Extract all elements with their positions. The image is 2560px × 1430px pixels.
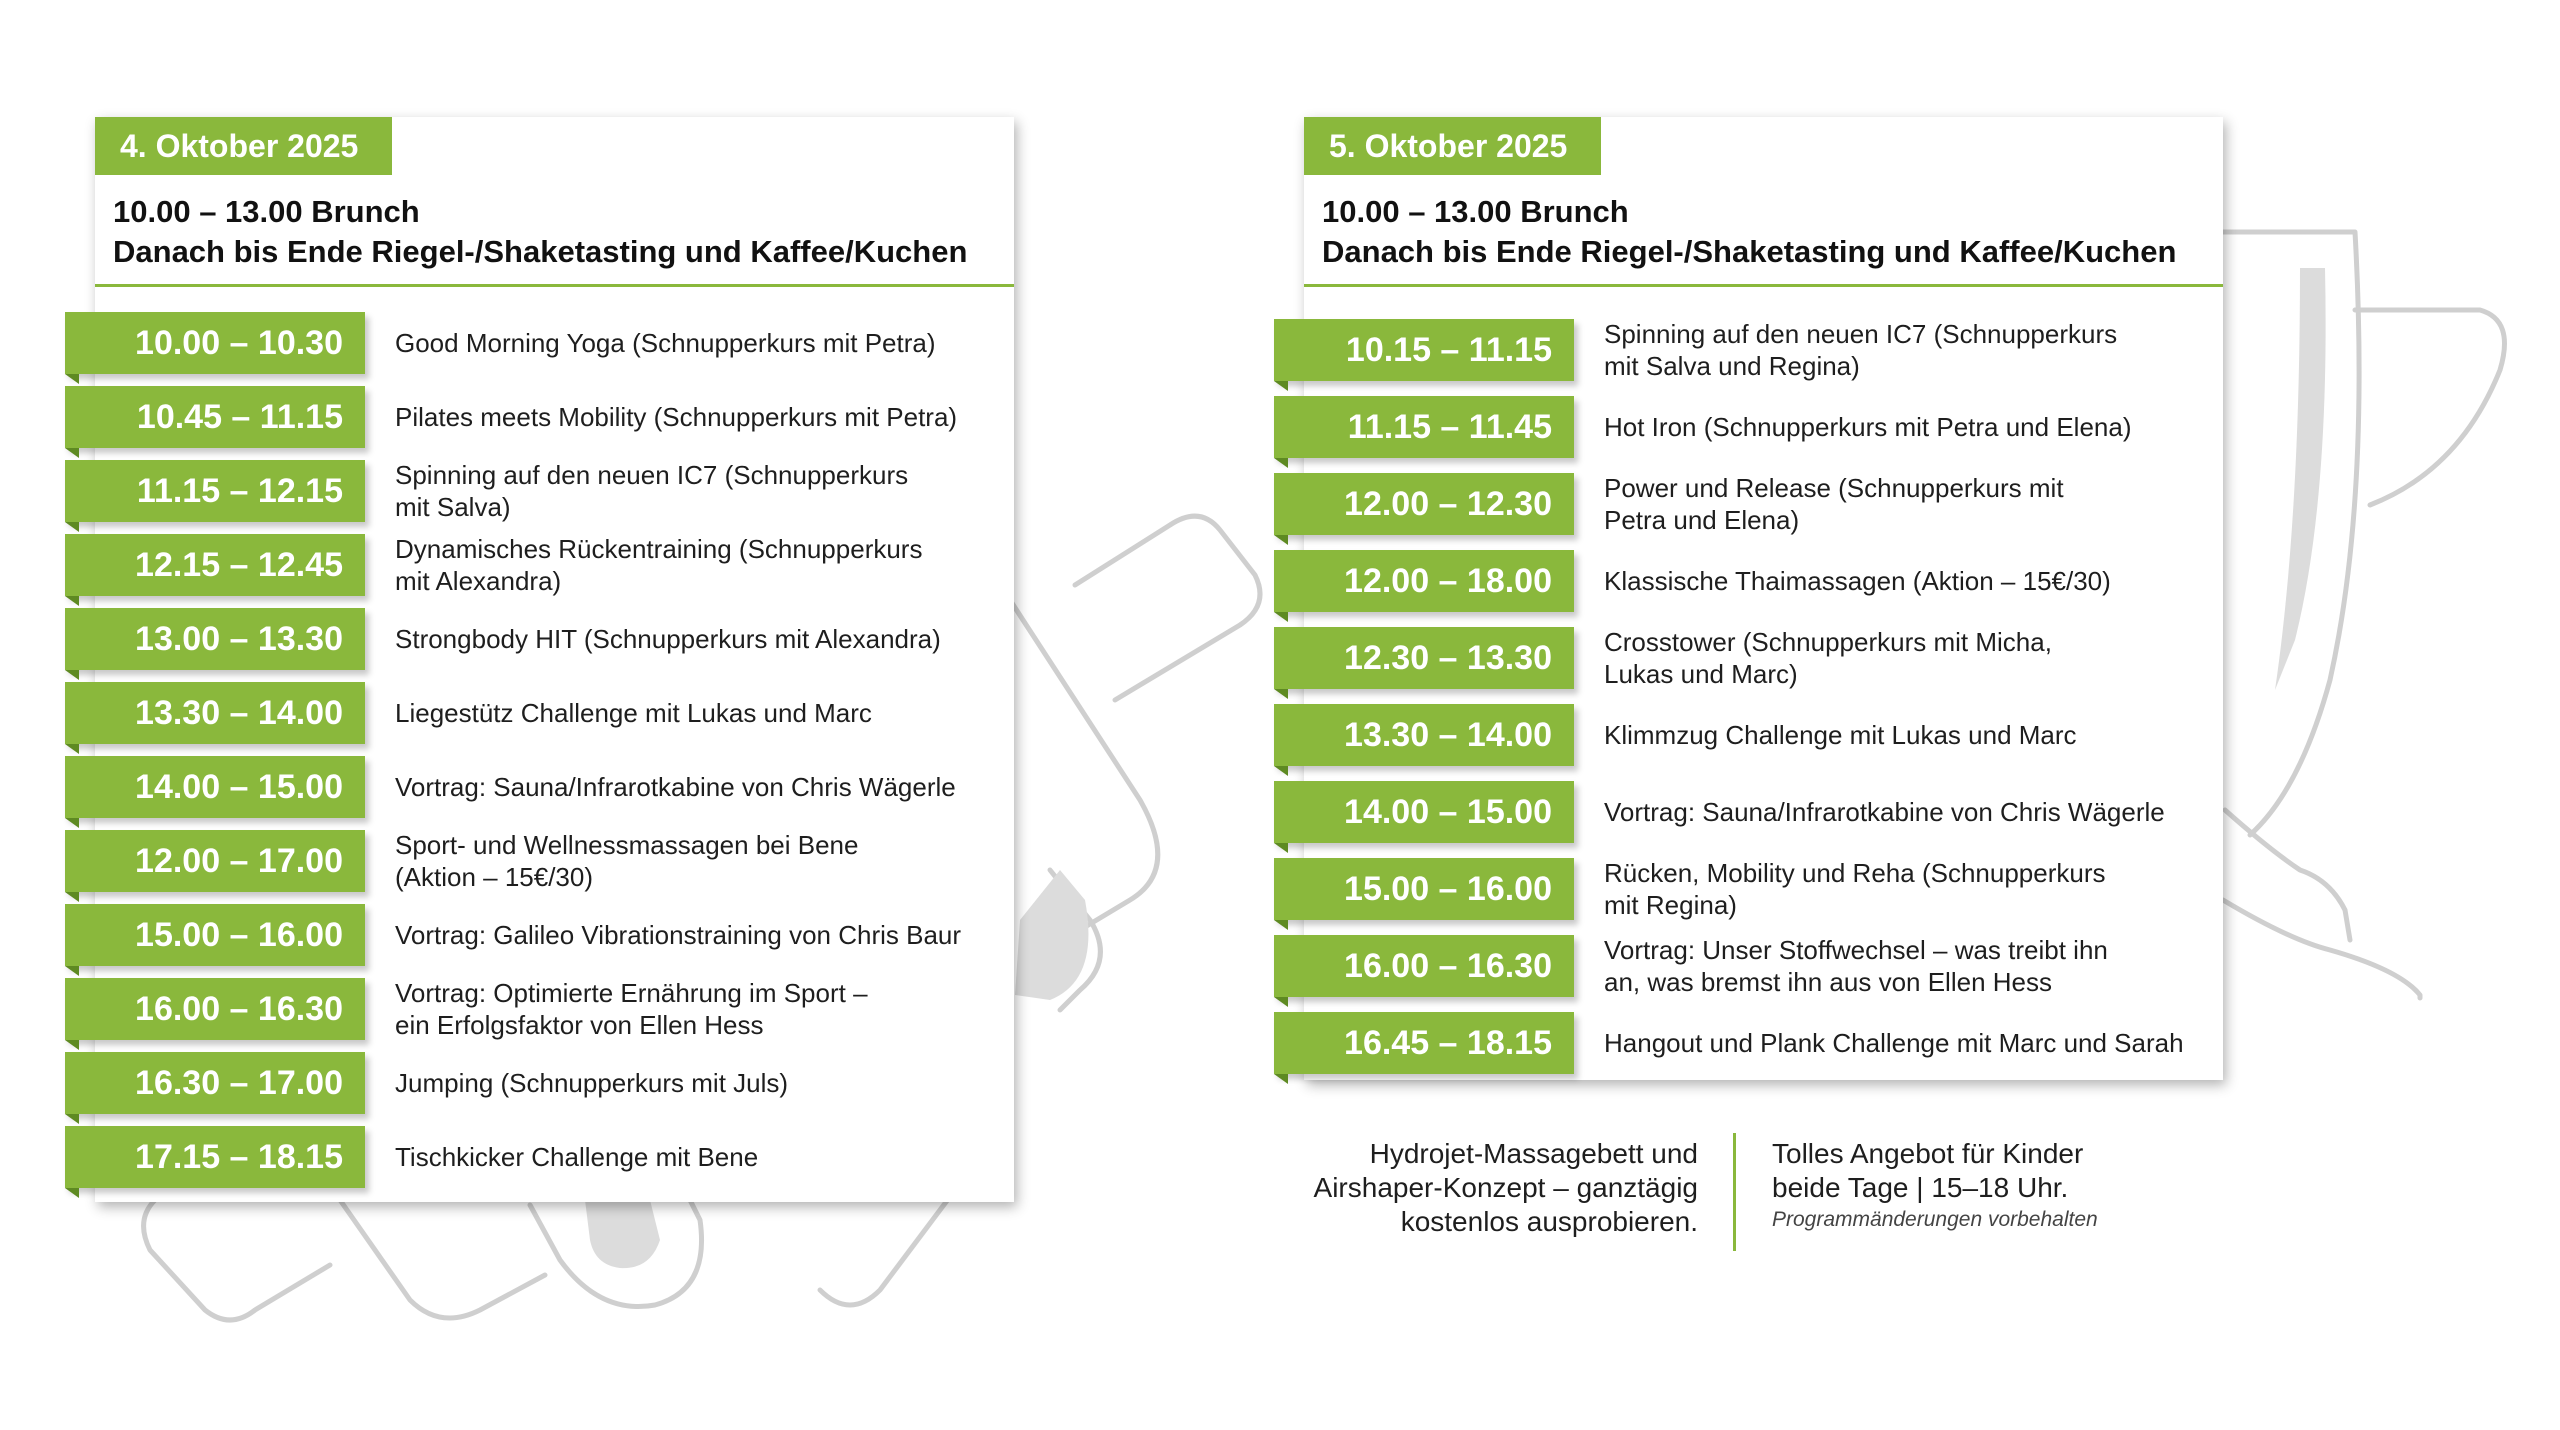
activity-description — [1604, 472, 2207, 536]
note-line: Hydrojet-Massagebett und — [1369, 1138, 1698, 1169]
activity-line: Lukas und Marc) — [1604, 659, 1798, 689]
activity-description — [1604, 796, 2207, 828]
schedule-slot — [95, 904, 1014, 978]
schedule-slot — [1304, 1012, 2223, 1086]
brunch-detail: Danach bis Ende Riegel-/Shaketasting und Kaffee/Kuchen — [1322, 234, 2177, 269]
time-label: 12.00 – 17.00 — [65, 830, 365, 892]
activity-line: Vortrag: Optimierte Ernährung im Sport – — [395, 978, 868, 1008]
time-label: 10.15 – 11.15 — [1274, 319, 1574, 381]
brunch-detail: Danach bis Ende Riegel-/Shaketasting und Kaffee/Kuchen — [113, 234, 968, 269]
schedule-card-day-1 — [95, 117, 1014, 1202]
activity-line: Rücken, Mobility und Reha (Schnupperkurs — [1604, 858, 2106, 888]
note-line: Airshaper-Konzept – ganztägig — [1313, 1172, 1698, 1203]
activity-line: Sport- und Wellnessmassagen bei Bene — [395, 830, 859, 860]
activity-line: Hangout und Plank Challenge mit Marc und Sarah — [1604, 1028, 2184, 1058]
activity-line: Spinning auf den neuen IC7 (Schnupperkurs — [1604, 319, 2118, 349]
disclaimer: Programmänderungen vorbehalten — [1772, 1208, 2098, 1231]
header-divider — [1304, 284, 2223, 287]
time-label: 12.15 – 12.45 — [65, 534, 365, 596]
activity-line: Power und Release (Schnupperkurs mit — [1604, 473, 2064, 503]
activity-description — [395, 459, 998, 523]
activity-line: an, was bremst ihn aus von Ellen Hess — [1604, 967, 2052, 997]
time-label: 16.45 – 18.15 — [1274, 1012, 1574, 1074]
activity-line: Vortrag: Sauna/Infrarotkabine von Chris Wägerle — [1604, 797, 2165, 827]
time-label: 12.00 – 12.30 — [1274, 473, 1574, 535]
trophy-icon — [2223, 232, 2505, 998]
date-header: 5. Oktober 2025 — [1304, 117, 1601, 175]
brunch-time: 10.00 – 13.00 Brunch — [1322, 194, 1629, 229]
schedule-slot — [95, 978, 1014, 1052]
time-label: 12.30 – 13.30 — [1274, 627, 1574, 689]
schedule-slot — [95, 608, 1014, 682]
date-header: 4. Oktober 2025 — [95, 117, 392, 175]
activity-description — [1604, 857, 2207, 921]
activity-line: Klimmzug Challenge mit Lukas und Marc — [1604, 720, 2077, 750]
schedule-slot — [95, 386, 1014, 460]
activity-line: Good Morning Yoga (Schnupperkurs mit Petra) — [395, 328, 936, 358]
schedule-card-day-2 — [1304, 117, 2223, 1080]
activity-line: Pilates meets Mobility (Schnupperkurs mit Petra) — [395, 402, 958, 432]
time-label: 13.30 – 14.00 — [65, 682, 365, 744]
activity-description — [1604, 1027, 2207, 1059]
activity-description — [395, 697, 998, 729]
time-label: 16.00 – 16.30 — [1274, 935, 1574, 997]
activity-description — [395, 771, 998, 803]
brunch-info — [113, 192, 1004, 272]
schedule-slot — [95, 460, 1014, 534]
schedule-slot — [1304, 473, 2223, 547]
activity-line: mit Alexandra) — [395, 566, 562, 596]
kids-offer-note — [1772, 1137, 2272, 1235]
activity-line: Dynamisches Rückentraining (Schnupperkurs — [395, 534, 923, 564]
activity-description — [1604, 411, 2207, 443]
brunch-time: 10.00 – 13.00 Brunch — [113, 194, 420, 229]
schedule-slot — [1304, 550, 2223, 624]
activity-description — [395, 533, 998, 597]
schedule-slot — [95, 1052, 1014, 1126]
schedule-slot — [1304, 858, 2223, 932]
activity-line: Hot Iron (Schnupperkurs mit Petra und Elena) — [1604, 412, 2132, 442]
schedule-slot — [95, 312, 1014, 386]
activity-line: Vortrag: Galileo Vibrationstraining von Chris Baur — [395, 920, 962, 950]
note-line: kostenlos ausprobieren. — [1400, 1206, 1698, 1237]
activity-description — [395, 829, 998, 893]
schedule-slot — [1304, 781, 2223, 855]
activity-description — [395, 977, 998, 1041]
time-label: 15.00 – 16.00 — [65, 904, 365, 966]
schedule-slot — [95, 682, 1014, 756]
activity-description — [1604, 565, 2207, 597]
schedule-slot — [1304, 319, 2223, 393]
activity-line: Jumping (Schnupperkurs mit Juls) — [395, 1068, 789, 1098]
time-label: 17.15 – 18.15 — [65, 1126, 365, 1188]
activity-line: ein Erfolgsfaktor von Ellen Hess — [395, 1010, 764, 1040]
activity-line: Klassische Thaimassagen (Aktion – 15€/30) — [1604, 566, 2111, 596]
time-label: 10.45 – 11.15 — [65, 386, 365, 448]
activity-description — [395, 623, 998, 655]
activity-description — [395, 1067, 998, 1099]
activity-line: (Aktion – 15€/30) — [395, 862, 594, 892]
time-label: 11.15 – 11.45 — [1274, 396, 1574, 458]
time-label: 16.00 – 16.30 — [65, 978, 365, 1040]
activity-line: Liegestütz Challenge mit Lukas und Marc — [395, 698, 872, 728]
activity-line: mit Salva) — [395, 492, 511, 522]
activity-line: Vortrag: Unser Stoffwechsel – was treibt ihn — [1604, 935, 2108, 965]
schedule-slot — [95, 534, 1014, 608]
time-label: 11.15 – 12.15 — [65, 460, 365, 522]
schedule-slot — [95, 1126, 1014, 1200]
activity-description — [1604, 719, 2207, 751]
activity-line: Spinning auf den neuen IC7 (Schnupperkurs — [395, 460, 909, 490]
massage-offer-note — [1270, 1137, 1698, 1239]
activity-line: Vortrag: Sauna/Infrarotkabine von Chris Wägerle — [395, 772, 956, 802]
brunch-info — [1322, 192, 2213, 272]
activity-description — [395, 1141, 998, 1173]
note-line: Tolles Angebot für Kinder — [1772, 1138, 2084, 1169]
time-label: 10.00 – 10.30 — [65, 312, 365, 374]
activity-line: Petra und Elena) — [1604, 505, 1800, 535]
activity-line: Strongbody HIT (Schnupperkurs mit Alexandra) — [395, 624, 941, 654]
note-line: beide Tage | 15–18 Uhr. — [1772, 1172, 2069, 1203]
activity-description — [395, 327, 998, 359]
time-label: 15.00 – 16.00 — [1274, 858, 1574, 920]
schedule-slot — [1304, 627, 2223, 701]
time-label: 14.00 – 15.00 — [65, 756, 365, 818]
activity-description — [1604, 626, 2207, 690]
schedule-slot — [1304, 935, 2223, 1009]
time-label: 13.00 – 13.30 — [65, 608, 365, 670]
schedule-slot — [95, 830, 1014, 904]
activity-description — [395, 919, 998, 951]
activity-line: Tischkicker Challenge mit Bene — [395, 1142, 759, 1172]
activity-line: Crosstower (Schnupperkurs mit Micha, — [1604, 627, 2052, 657]
trophy-shadow — [2275, 268, 2326, 690]
header-divider — [95, 284, 1014, 287]
activity-description — [1604, 318, 2207, 382]
activity-description — [1604, 934, 2207, 998]
time-label: 12.00 – 18.00 — [1274, 550, 1574, 612]
activity-line: mit Regina) — [1604, 890, 1737, 920]
time-label: 14.00 – 15.00 — [1274, 781, 1574, 843]
schedule-slot — [95, 756, 1014, 830]
schedule-slot — [1304, 396, 2223, 470]
time-label: 13.30 – 14.00 — [1274, 704, 1574, 766]
footer-divider — [1733, 1133, 1736, 1251]
activity-description — [395, 401, 998, 433]
schedule-slot — [1304, 704, 2223, 778]
activity-line: mit Salva und Regina) — [1604, 351, 1860, 381]
time-label: 16.30 – 17.00 — [65, 1052, 365, 1114]
